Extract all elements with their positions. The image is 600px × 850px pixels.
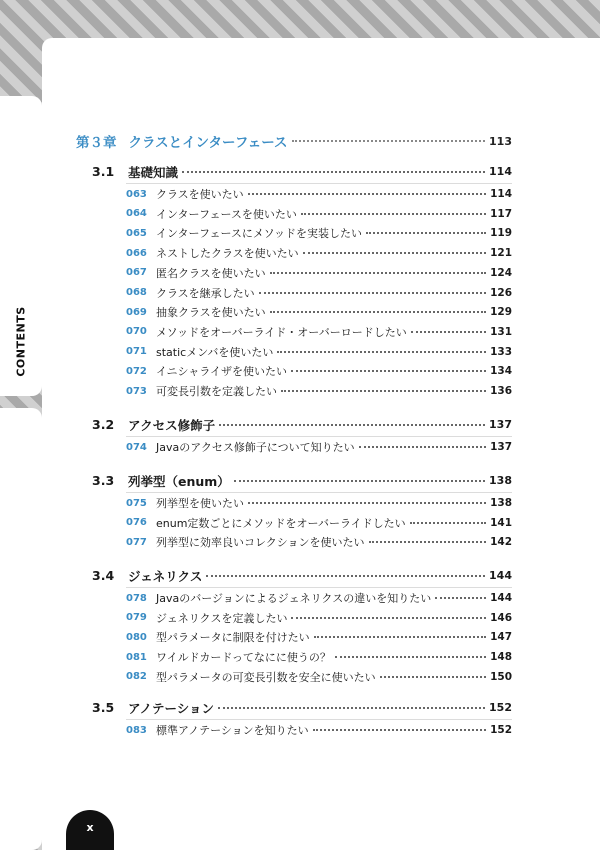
leader-dots [380,676,486,678]
item-title: 列挙型を使いたい [156,497,244,510]
toc-item[interactable] [126,722,512,738]
leader-dots [281,390,486,392]
item-title: staticメンバを使いたい [156,345,274,359]
toc-item[interactable] [126,649,512,665]
item-title: クラスを使いたい [156,188,244,201]
toc-item[interactable] [126,265,512,281]
item-number: 069 [126,306,147,318]
section-title: アクセス修飾子 [128,417,216,433]
section-heading[interactable] [92,416,512,433]
item-title: 型パラメータに制限を付けたい [156,631,310,645]
item-page: 137 [490,441,512,453]
item-page: 138 [490,497,512,509]
item-page: 131 [490,325,512,338]
item-page: 114 [490,188,512,200]
section-title: 基礎知識 [128,164,179,180]
toc-item[interactable] [126,590,512,606]
toc-item[interactable] [126,439,512,455]
section-number: 3.3 [92,473,115,488]
item-number: 071 [126,346,147,358]
item-title: 可変長引数を定義したい [156,385,277,398]
leader-dots [335,656,486,658]
section-number: 3.5 [92,700,115,715]
chapter-title: クラスとインターフェース [128,135,288,151]
item-number: 082 [126,671,147,683]
item-page: 146 [490,611,512,624]
leader-dots [366,232,486,234]
toc-item[interactable] [126,495,512,511]
item-title: 型パラメータの可変長引数を安全に使いたい [156,670,376,684]
section-divider [126,183,512,184]
item-page: 147 [490,631,512,644]
item-title: メソッドをオーバーライド・オーバーロードしたい [156,325,407,339]
item-title: ワイルドカードってなにに使うの？ [156,651,331,665]
item-number: 075 [126,497,147,509]
item-number: 073 [126,385,147,397]
item-number: 077 [126,536,147,548]
item-number: 081 [126,651,147,663]
item-page: 126 [490,286,512,299]
section-divider [126,492,512,493]
chapter-page: 113 [489,134,512,148]
item-page: 150 [490,670,512,683]
leader-dots [359,446,486,448]
toc-item[interactable] [126,206,512,222]
item-number: 072 [126,365,147,377]
item-page: 121 [490,247,512,260]
section-heading[interactable] [92,567,512,584]
item-number: 063 [126,188,147,200]
leader-dots [219,424,485,426]
item-page: 117 [490,207,512,220]
toc-item[interactable] [126,245,512,261]
leader-dots [435,597,486,599]
item-title: Javaのアクセス修飾子について知りたい [156,441,355,454]
leader-dots [248,193,486,195]
chapter-heading[interactable] [76,132,512,150]
section-heading[interactable] [92,699,512,716]
leader-dots [234,480,485,482]
item-title: 列挙型に効率良いコレクションを使いたい [156,536,365,550]
item-page: 119 [490,227,512,240]
section-number: 3.1 [92,164,115,179]
toc-item[interactable] [126,515,512,531]
toc-item[interactable] [126,324,512,340]
section-page: 152 [489,701,512,714]
leader-dots [206,575,485,577]
section-title: アノテーション [128,700,215,716]
section-divider [126,436,512,437]
item-title: 抽象クラスを使いたい [156,306,266,320]
leader-dots [411,331,486,333]
leader-dots [270,272,486,274]
section-page: 138 [489,474,512,487]
page-number: x [86,821,94,834]
item-number: 078 [126,592,147,604]
leader-dots [248,502,486,504]
item-page: 136 [490,385,512,397]
page-number-badge [66,810,114,850]
item-page: 152 [490,724,512,736]
item-page: 133 [490,345,512,358]
leader-dots [292,140,486,142]
item-number: 076 [126,517,147,529]
item-number: 066 [126,247,147,259]
toc-item[interactable] [126,363,512,379]
section-divider [126,719,512,720]
section-page: 144 [489,569,512,582]
toc-item[interactable] [126,186,512,202]
section-number: 3.2 [92,417,115,432]
item-number: 067 [126,267,147,279]
item-page: 144 [490,592,512,604]
leader-dots [270,311,486,313]
toc-item[interactable] [126,344,512,360]
chapter-number: 第３章 [76,135,117,151]
leader-dots [218,707,485,709]
section-page: 114 [489,165,512,178]
leader-dots [291,370,486,372]
toc-item[interactable] [126,285,512,301]
section-title: 列挙型（enum） [128,473,230,489]
item-title: インターフェースを使いたい [156,207,297,221]
leader-dots [314,636,486,638]
item-title: ネストしたクラスを使いたい [156,247,299,261]
item-number: 083 [126,724,147,736]
section-heading[interactable] [92,472,512,489]
item-title: イニシャライザを使いたい [156,365,288,379]
item-page: 142 [490,536,512,549]
item-page: 141 [490,516,512,529]
item-number: 070 [126,326,147,338]
item-title: クラスを継承したい [156,286,255,300]
leader-dots [259,292,486,294]
leader-dots [291,617,486,619]
item-title: enum定数ごとにメソッドをオーバーライドしたい [156,516,406,530]
item-number: 074 [126,441,147,453]
item-title: 標準アノテーションを知りたい [156,724,309,737]
leader-dots [410,522,486,524]
item-number: 080 [126,631,147,643]
section-divider [126,587,512,588]
item-title: Javaのバージョンによるジェネリクスの違いを知りたい [156,592,432,605]
toc-item[interactable] [126,629,512,645]
item-page: 124 [490,266,512,279]
contents-side-label: CONTENTS [14,305,28,377]
item-number: 065 [126,227,147,239]
toc-item[interactable] [126,534,512,550]
leader-dots [369,541,487,543]
item-number: 079 [126,612,147,624]
section-heading[interactable] [92,163,512,180]
section-title: ジェネリクス [128,568,203,584]
item-page: 129 [490,306,512,319]
section-page: 137 [489,418,512,431]
item-page: 148 [490,651,512,664]
toc-item[interactable] [126,610,512,626]
item-number: 068 [126,287,147,298]
toc-item[interactable] [126,669,512,685]
item-title: ジェネリクスを定義したい [156,611,288,625]
leader-dots [313,729,486,731]
leader-dots [277,351,486,353]
toc-item[interactable] [126,225,512,241]
toc-item[interactable] [126,383,512,399]
item-page: 134 [490,365,512,378]
leader-dots [301,213,486,215]
item-title: 匿名クラスを使いたい [156,266,266,280]
toc-item[interactable] [126,304,512,320]
section-number: 3.4 [92,568,115,583]
leader-dots [182,171,485,173]
leader-dots [303,252,486,254]
item-title: インターフェースにメソッドを実装したい [156,227,363,241]
item-number: 064 [126,208,147,220]
